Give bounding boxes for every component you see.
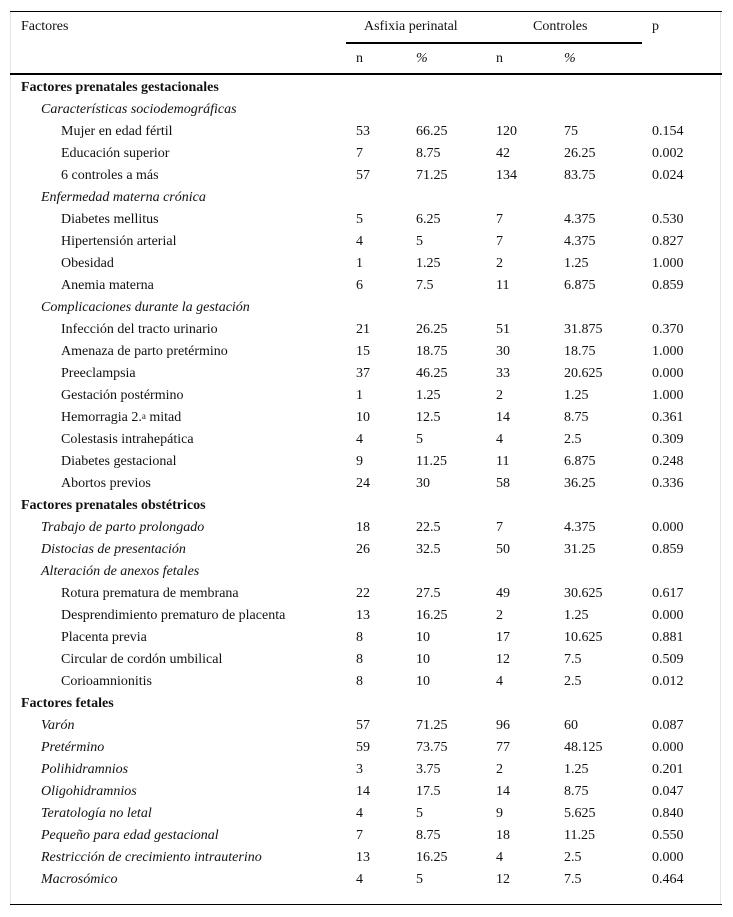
table-row: [0, 671, 733, 693]
cell-n-asfixia: 4: [356, 806, 363, 821]
cell-n-asfixia: 57: [356, 168, 370, 183]
cell-pct-controles: 8.75: [564, 784, 589, 799]
row-label: [41, 715, 74, 737]
cell-n-controles: 49: [496, 586, 510, 601]
subheader-pct-asfixia: %: [416, 51, 428, 66]
cell-n-asfixia: 15: [356, 344, 370, 359]
cell-n-controles: 12: [496, 652, 510, 667]
cell-p-value: 0.827: [652, 234, 684, 249]
cell-p-value: 0.002: [652, 146, 684, 161]
row-label-text: Trabajo de parto prolongado: [41, 520, 205, 535]
cell-n-controles: 4: [496, 674, 503, 689]
table-row: [0, 649, 733, 671]
cell-n-asfixia: 8: [356, 630, 363, 645]
cell-pct-controles: 1.25: [564, 388, 589, 403]
row-label: [41, 759, 128, 781]
row-label-text: Rotura prematura de membrana: [61, 586, 239, 601]
cell-n-asfixia: 22: [356, 586, 370, 601]
table-row: [0, 407, 733, 429]
cell-n-controles: 2: [496, 762, 503, 777]
cell-pct-asfixia: 18.75: [416, 344, 448, 359]
header-bottom-rule: [10, 73, 722, 75]
row-label: [61, 429, 194, 451]
row-label-text: Obesidad: [61, 256, 114, 271]
row-label-text: Restricción de crecimiento intrauterino: [41, 850, 262, 865]
row-label-text-after: mitad: [145, 410, 182, 425]
cell-p-value: 0.087: [652, 718, 684, 733]
table-row: [0, 847, 733, 869]
cell-n-controles: 17: [496, 630, 510, 645]
table-row: [0, 737, 733, 759]
header-controles: Controles: [533, 19, 588, 34]
table-row: [0, 781, 733, 803]
cell-n-asfixia: 14: [356, 784, 370, 799]
cell-p-value: 0.617: [652, 586, 684, 601]
table-row: [0, 517, 733, 539]
row-label: [61, 319, 218, 341]
row-label-text: Pequeño para edad gestacional: [41, 828, 219, 843]
cell-p-value: 0.881: [652, 630, 684, 645]
cell-n-controles: 50: [496, 542, 510, 557]
table-row: [0, 231, 733, 253]
cell-pct-asfixia: 71.25: [416, 718, 448, 733]
cell-n-asfixia: 5: [356, 212, 363, 227]
table-row: [0, 143, 733, 165]
section-heading: [0, 693, 733, 715]
row-label: [41, 825, 219, 847]
cell-n-controles: 2: [496, 388, 503, 403]
cell-n-asfixia: 1: [356, 256, 363, 271]
cell-pct-asfixia: 46.25: [416, 366, 448, 381]
cell-p-value: 0.336: [652, 476, 684, 491]
cell-n-controles: 51: [496, 322, 510, 337]
cell-p-value: 0.509: [652, 652, 684, 667]
table-row: [0, 363, 733, 385]
cell-p-value: 0.840: [652, 806, 684, 821]
cell-n-asfixia: 1: [356, 388, 363, 403]
row-label-text: Infección del tracto urinario: [61, 322, 218, 337]
subsection-heading: [0, 99, 733, 121]
cell-pct-controles: 2.5: [564, 432, 582, 447]
cell-pct-asfixia: 8.75: [416, 146, 441, 161]
cell-p-value: 0.361: [652, 410, 684, 425]
row-label: [41, 781, 137, 803]
cell-pct-asfixia: 5: [416, 234, 423, 249]
row-label-text: Amenaza de parto pretérmino: [61, 344, 228, 359]
cell-pct-asfixia: 16.25: [416, 608, 448, 623]
cell-pct-controles: 26.25: [564, 146, 596, 161]
row-label: [61, 407, 181, 429]
cell-n-asfixia: 53: [356, 124, 370, 139]
cell-pct-asfixia: 16.25: [416, 850, 448, 865]
cell-pct-asfixia: 30: [416, 476, 430, 491]
cell-n-controles: 58: [496, 476, 510, 491]
cell-pct-controles: 1.25: [564, 256, 589, 271]
row-label: [61, 473, 151, 495]
cell-n-asfixia: 24: [356, 476, 370, 491]
row-label-text: Anemia materna: [61, 278, 154, 293]
cell-pct-controles: 48.125: [564, 740, 603, 755]
cell-p-value: 0.024: [652, 168, 684, 183]
cell-n-asfixia: 26: [356, 542, 370, 557]
cell-p-value: 1.000: [652, 256, 684, 271]
subsection-heading: [0, 561, 733, 583]
cell-n-asfixia: 6: [356, 278, 363, 293]
row-label-text: Mujer en edad fértil: [61, 124, 173, 139]
cell-pct-controles: 1.25: [564, 608, 589, 623]
row-label-text: Enfermedad materna crónica: [41, 190, 206, 205]
table-bottom-rule: [10, 904, 722, 905]
cell-n-asfixia: 57: [356, 718, 370, 733]
cell-pct-asfixia: 11.25: [416, 454, 447, 469]
row-label: [61, 253, 114, 275]
cell-n-asfixia: 7: [356, 828, 363, 843]
cell-pct-asfixia: 5: [416, 872, 423, 887]
cell-n-controles: 7: [496, 212, 503, 227]
row-label-text: Polihidramnios: [41, 762, 129, 777]
cell-pct-asfixia: 3.75: [416, 762, 441, 777]
cell-n-controles: 4: [496, 850, 503, 865]
row-label-text: Teratología no letal: [41, 806, 152, 821]
cell-pct-controles: 75: [564, 124, 578, 139]
row-label: [41, 737, 104, 759]
table-row: [0, 429, 733, 451]
cell-pct-controles: 4.375: [564, 520, 596, 535]
row-label: [41, 297, 250, 319]
row-label-text: Complicaciones durante la gestación: [41, 300, 250, 315]
cell-p-value: 0.859: [652, 542, 684, 557]
cell-n-asfixia: 7: [356, 146, 363, 161]
cell-n-asfixia: 4: [356, 872, 363, 887]
cell-pct-controles: 60: [564, 718, 578, 733]
cell-p-value: 0.530: [652, 212, 684, 227]
subheader-n-controles: n: [496, 51, 503, 66]
cell-pct-controles: 6.875: [564, 454, 596, 469]
row-label: [61, 121, 173, 143]
cell-n-controles: 9: [496, 806, 503, 821]
cell-n-asfixia: 9: [356, 454, 363, 469]
cell-n-controles: 30: [496, 344, 510, 359]
cell-pct-asfixia: 10: [416, 674, 430, 689]
row-label: [21, 495, 206, 517]
cell-n-asfixia: 4: [356, 432, 363, 447]
table-row: [0, 715, 733, 737]
table-row: [0, 253, 733, 275]
cell-pct-asfixia: 26.25: [416, 322, 448, 337]
cell-n-controles: 120: [496, 124, 517, 139]
cell-pct-controles: 10.625: [564, 630, 603, 645]
cell-p-value: 0.464: [652, 872, 684, 887]
cell-n-asfixia: 13: [356, 850, 370, 865]
row-label: [41, 187, 206, 209]
cell-n-asfixia: 10: [356, 410, 370, 425]
cell-pct-asfixia: 5: [416, 806, 423, 821]
cell-pct-asfixia: 66.25: [416, 124, 448, 139]
cell-pct-controles: 7.5: [564, 872, 582, 887]
cell-n-controles: 11: [496, 278, 510, 293]
cell-n-controles: 42: [496, 146, 510, 161]
table-row: [0, 539, 733, 561]
row-label-text: Varón: [41, 718, 75, 733]
row-label: [41, 803, 152, 825]
cell-pct-controles: 20.625: [564, 366, 603, 381]
row-label-superscript: a: [141, 411, 146, 421]
row-label: [41, 539, 186, 561]
row-label-text: Factores prenatales obstétricos: [21, 498, 206, 513]
subheader-n-asfixia: n: [356, 51, 363, 66]
cell-p-value: 0.012: [652, 674, 684, 689]
cell-n-controles: 134: [496, 168, 517, 183]
row-label: [21, 77, 219, 99]
cell-p-value: 0.550: [652, 828, 684, 843]
cell-n-controles: 18: [496, 828, 510, 843]
table-row: [0, 385, 733, 407]
table-top-rule: [10, 11, 722, 12]
cell-pct-asfixia: 1.25: [416, 388, 441, 403]
cell-pct-controles: 18.75: [564, 344, 596, 359]
cell-pct-asfixia: 1.25: [416, 256, 441, 271]
cell-p-value: 1.000: [652, 388, 684, 403]
cell-n-controles: 11: [496, 454, 510, 469]
row-label: [61, 231, 176, 253]
cell-pct-asfixia: 8.75: [416, 828, 441, 843]
section-heading: [0, 495, 733, 517]
row-label: [61, 649, 222, 671]
cell-p-value: 0.000: [652, 740, 684, 755]
cell-pct-asfixia: 6.25: [416, 212, 441, 227]
row-label-text: Macrosómico: [41, 872, 118, 887]
table-row: [0, 121, 733, 143]
row-label: [61, 165, 159, 187]
row-label-text: Factores fetales: [21, 696, 114, 711]
cell-p-value: 0.000: [652, 850, 684, 865]
cell-pct-controles: 1.25: [564, 762, 589, 777]
cell-pct-controles: 5.625: [564, 806, 596, 821]
row-label: [21, 693, 114, 715]
row-label-text: Circular de cordón umbilical: [61, 652, 223, 667]
cell-n-asfixia: 8: [356, 674, 363, 689]
row-label-text: Hipertensión arterial: [61, 234, 177, 249]
table-row: [0, 451, 733, 473]
table-row: [0, 319, 733, 341]
row-label: [61, 275, 154, 297]
header-asfixia-perinatal: Asfixia perinatal: [364, 19, 458, 34]
table-row: [0, 473, 733, 495]
cell-pct-controles: 4.375: [564, 234, 596, 249]
cell-pct-asfixia: 10: [416, 652, 430, 667]
row-label: [61, 363, 136, 385]
table-row: [0, 869, 733, 891]
row-label: [41, 847, 262, 869]
cell-n-controles: 4: [496, 432, 503, 447]
row-label-text: Corioamnionitis: [61, 674, 152, 689]
table-row: [0, 803, 733, 825]
row-label: [61, 671, 152, 693]
row-label-text: Desprendimiento prematuro de placenta: [61, 608, 286, 623]
row-label-text: Colestasis intrahepática: [61, 432, 194, 447]
cell-p-value: 0.859: [652, 278, 684, 293]
row-label-text: Pretérmino: [41, 740, 105, 755]
cell-pct-asfixia: 71.25: [416, 168, 448, 183]
row-label: [61, 627, 147, 649]
cell-p-value: 0.370: [652, 322, 684, 337]
cell-pct-asfixia: 27.5: [416, 586, 441, 601]
cell-p-value: 0.309: [652, 432, 684, 447]
cell-pct-asfixia: 22.5: [416, 520, 441, 535]
row-label: [41, 99, 237, 121]
cell-n-controles: 14: [496, 784, 510, 799]
cell-n-controles: 2: [496, 608, 503, 623]
cell-pct-controles: 83.75: [564, 168, 596, 183]
cell-pct-controles: 11.25: [564, 828, 595, 843]
cell-n-controles: 33: [496, 366, 510, 381]
cell-n-asfixia: 8: [356, 652, 363, 667]
row-label-text: 6 controles a más: [61, 168, 159, 183]
row-label-text: Oligohidramnios: [41, 784, 137, 799]
cell-pct-controles: 2.5: [564, 674, 582, 689]
cell-n-asfixia: 3: [356, 762, 363, 777]
row-label: [41, 561, 199, 583]
row-label-text: Distocias de presentación: [41, 542, 186, 557]
subsection-heading: [0, 187, 733, 209]
cell-p-value: 0.201: [652, 762, 684, 777]
row-label-text: Alteración de anexos fetales: [41, 564, 200, 579]
cell-pct-asfixia: 73.75: [416, 740, 448, 755]
row-label: [61, 143, 169, 165]
row-label: [41, 517, 204, 539]
cell-n-asfixia: 59: [356, 740, 370, 755]
cell-pct-asfixia: 17.5: [416, 784, 441, 799]
cell-p-value: 0.000: [652, 366, 684, 381]
header-factores: Factores: [21, 19, 69, 34]
row-label-text: Hemorragia 2.: [61, 410, 142, 425]
subheader-pct-controles: %: [564, 51, 576, 66]
cell-pct-controles: 8.75: [564, 410, 589, 425]
row-label: [41, 869, 117, 891]
group-header-underline: [346, 42, 642, 44]
row-label-text: Educación superior: [61, 146, 170, 161]
row-label-text: Diabetes mellitus: [61, 212, 159, 227]
table-row: [0, 275, 733, 297]
row-label: [61, 385, 183, 407]
row-label-text: Preeclampsia: [61, 366, 136, 381]
cell-n-asfixia: 21: [356, 322, 370, 337]
cell-n-asfixia: 13: [356, 608, 370, 623]
table-row: [0, 209, 733, 231]
cell-pct-controles: 30.625: [564, 586, 603, 601]
cell-pct-controles: 31.25: [564, 542, 596, 557]
cell-p-value: 0.248: [652, 454, 684, 469]
cell-pct-asfixia: 5: [416, 432, 423, 447]
section-heading: [0, 77, 733, 99]
cell-pct-controles: 31.875: [564, 322, 603, 337]
row-label: [61, 451, 176, 473]
cell-p-value: 0.047: [652, 784, 684, 799]
cell-n-asfixia: 18: [356, 520, 370, 535]
row-label: [61, 583, 239, 605]
table-row: [0, 605, 733, 627]
cell-pct-controles: 2.5: [564, 850, 582, 865]
table-row: [0, 341, 733, 363]
cell-n-controles: 77: [496, 740, 510, 755]
cell-n-controles: 7: [496, 520, 503, 535]
header-p: p: [652, 19, 659, 34]
cell-n-controles: 14: [496, 410, 510, 425]
subsection-heading: [0, 297, 733, 319]
cell-p-value: 0.000: [652, 520, 684, 535]
row-label: [61, 341, 228, 363]
cell-pct-controles: 6.875: [564, 278, 596, 293]
cell-n-controles: 2: [496, 256, 503, 271]
row-label-text: Características sociodemográficas: [41, 102, 237, 117]
row-label-text: Gestación postérmino: [61, 388, 184, 403]
row-label-text: Abortos previos: [61, 476, 151, 491]
cell-pct-asfixia: 10: [416, 630, 430, 645]
row-label: [61, 209, 159, 231]
table-row: [0, 825, 733, 847]
cell-pct-controles: 36.25: [564, 476, 596, 491]
cell-pct-controles: 7.5: [564, 652, 582, 667]
cell-n-controles: 12: [496, 872, 510, 887]
cell-n-controles: 7: [496, 234, 503, 249]
cell-p-value: 0.000: [652, 608, 684, 623]
cell-pct-asfixia: 32.5: [416, 542, 441, 557]
cell-pct-controles: 4.375: [564, 212, 596, 227]
row-label-text: Factores prenatales gestacionales: [21, 80, 219, 95]
cell-p-value: 0.154: [652, 124, 684, 139]
cell-n-asfixia: 4: [356, 234, 363, 249]
row-label-text: Placenta previa: [61, 630, 147, 645]
cell-n-asfixia: 37: [356, 366, 370, 381]
row-label-text: Diabetes gestacional: [61, 454, 177, 469]
cell-n-controles: 96: [496, 718, 510, 733]
table-row: [0, 627, 733, 649]
cell-pct-asfixia: 7.5: [416, 278, 434, 293]
table-row: [0, 165, 733, 187]
table-row: [0, 759, 733, 781]
row-label: [61, 605, 285, 627]
cell-p-value: 1.000: [652, 344, 684, 359]
cell-pct-asfixia: 12.5: [416, 410, 441, 425]
table-row: [0, 583, 733, 605]
